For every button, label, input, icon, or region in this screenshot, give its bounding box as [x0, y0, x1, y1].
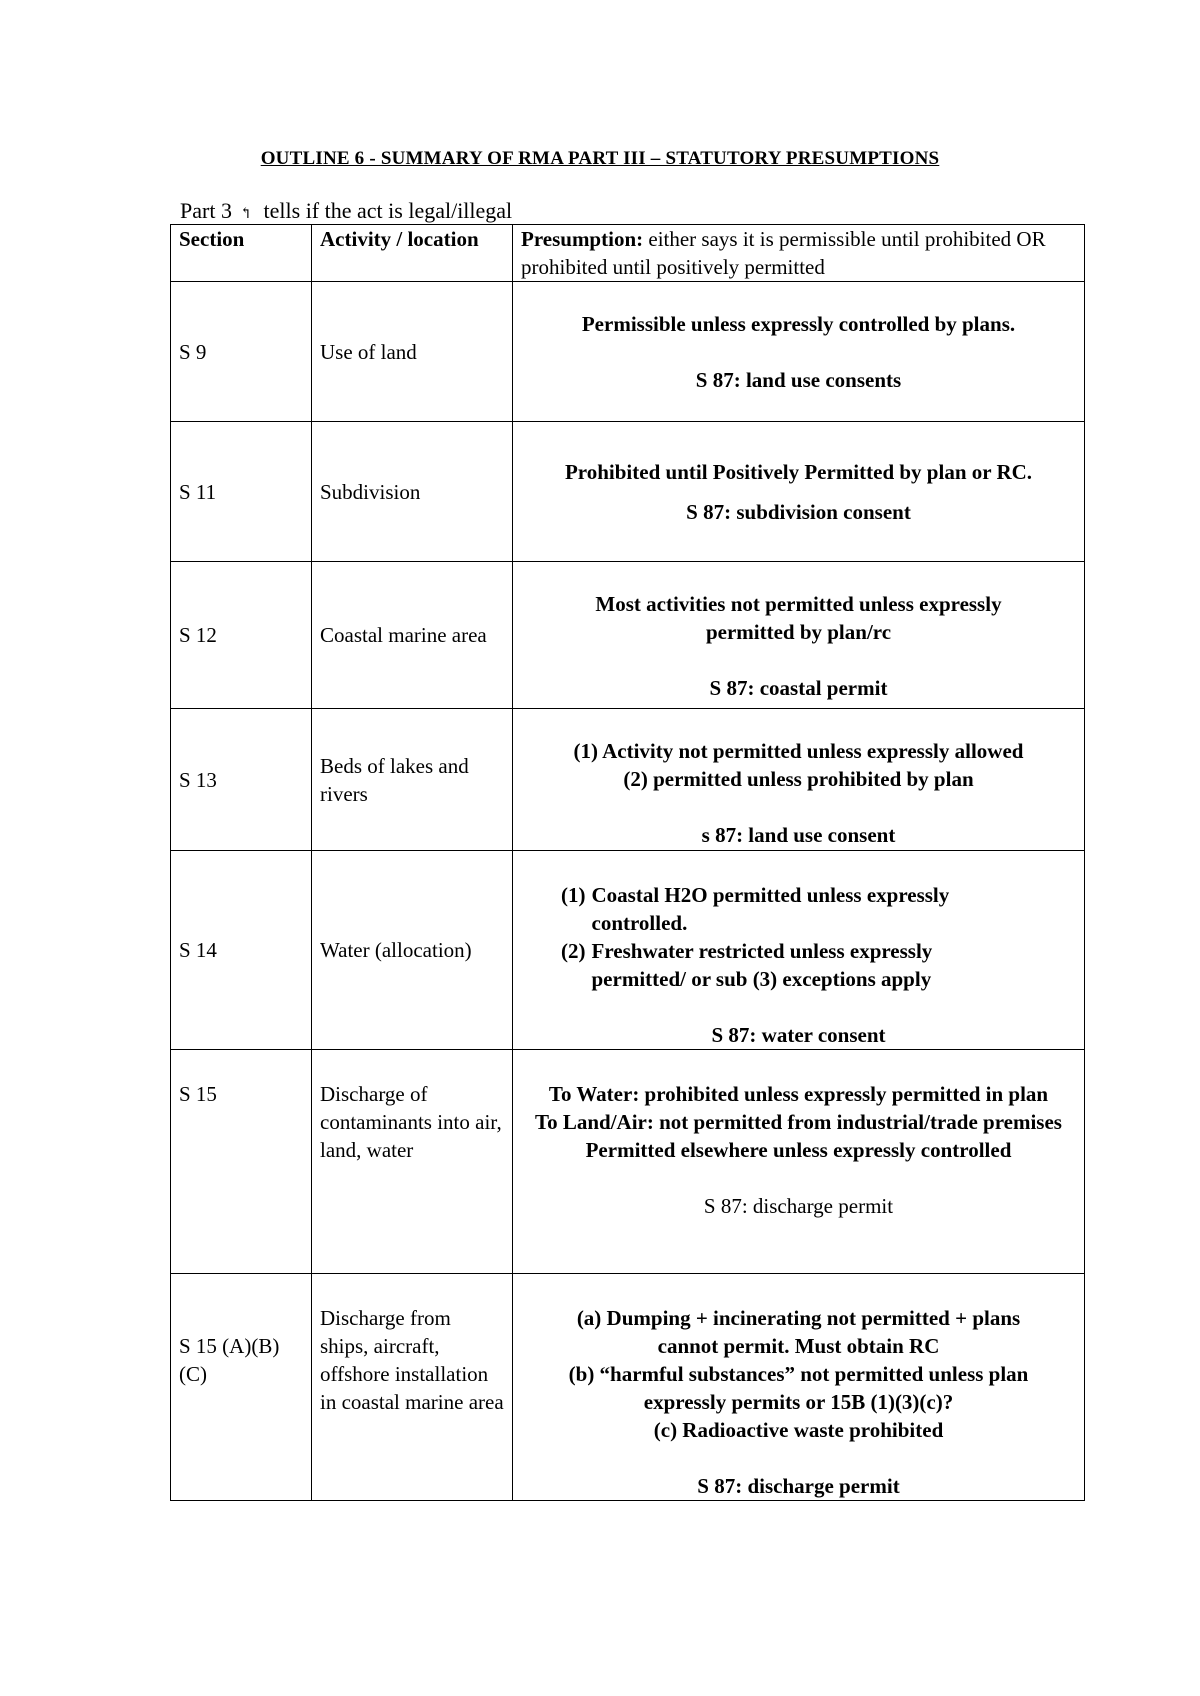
consent-line: S 87: water consent	[711, 1023, 886, 1047]
list-item-text: Freshwater restricted unless expressly permitted/ or sub (3) exceptions apply	[591, 939, 933, 991]
activity-cell: Subdivision	[312, 422, 513, 562]
list-item	[561, 881, 1016, 937]
intro-line	[180, 198, 512, 224]
table-row	[171, 562, 1085, 709]
presumption-cell	[513, 562, 1085, 709]
consent-line: S 87: land use consents	[695, 367, 902, 392]
intro-prefix: Part 3	[180, 198, 232, 223]
presumption-line: (1) Activity not permitted unless expressly allowed	[573, 739, 1024, 763]
activity-cell: Use of land	[312, 282, 513, 422]
arrow-icon: ↰	[239, 206, 253, 222]
header-section: Section	[171, 225, 312, 282]
table-header-row	[171, 225, 1085, 282]
header-presumption-label: Presumption:	[521, 227, 644, 251]
table-row	[171, 851, 1085, 1050]
presumptions-table	[170, 224, 1085, 1501]
page-title: OUTLINE 6 - SUMMARY OF RMA PART III – STATUTORY PRESUMPTIONS	[260, 148, 940, 169]
presumption-cell	[513, 282, 1085, 422]
activity-cell: Discharge from ships, aircraft, offshore installation in coastal marine area	[312, 1274, 513, 1501]
header-presumption	[513, 225, 1085, 282]
list-item	[561, 937, 1016, 993]
section-cell: S 13	[171, 709, 312, 851]
consent-line: S 87: discharge permit	[703, 1194, 894, 1218]
presumption-line: To Water: prohibited unless expressly permitted in plan	[548, 1082, 1049, 1106]
table-row	[171, 709, 1085, 851]
section-cell: S 11	[171, 422, 312, 562]
presumption-line: Permitted elsewhere unless expressly controlled	[585, 1138, 1012, 1162]
consent-line: S 87: coastal permit	[709, 676, 888, 700]
presumption-line: To Land/Air: not permitted from industrial/trade premises	[535, 1110, 1062, 1134]
presumption-line: Permissible unless expressly controlled by plans.	[581, 311, 1016, 336]
section-cell: S 15 (A)(B)(C)	[171, 1274, 312, 1501]
section-cell: S 14	[171, 851, 312, 1050]
header-activity: Activity / location	[312, 225, 513, 282]
activity-cell: Beds of lakes and rivers	[312, 709, 513, 851]
header-presumption-desc: either says it is permissible until prohibited OR prohibited until positively permitted	[521, 227, 1046, 279]
presumption-line: (2) permitted unless prohibited by plan	[623, 767, 974, 791]
presumption-cell	[513, 422, 1085, 562]
presumption-line: Prohibited until Positively Permitted by plan or RC.	[564, 459, 1033, 484]
list-item-text: Coastal H2O permitted unless expressly controlled.	[591, 883, 950, 935]
presumption-line: (a) Dumping + incinerating not permitted + plans cannot permit. Must obtain RC	[576, 1306, 1021, 1358]
section-cell: S 12	[171, 562, 312, 709]
list-item-num: (2)	[561, 939, 586, 963]
activity-cell: Discharge of contaminants into air, land, water	[312, 1050, 513, 1274]
table-row	[171, 422, 1085, 562]
list-item-num: (1)	[561, 883, 586, 907]
presumption-cell	[513, 709, 1085, 851]
section-cell: S 15	[171, 1050, 312, 1274]
presumption-list	[521, 881, 1076, 993]
table-row	[171, 282, 1085, 422]
table-row	[171, 1050, 1085, 1274]
presumption-cell	[513, 1274, 1085, 1501]
activity-cell: Coastal marine area	[312, 562, 513, 709]
consent-line: S 87: discharge permit	[697, 1474, 900, 1498]
intro-text: tells if the act is legal/illegal	[263, 198, 513, 223]
table-row	[171, 1274, 1085, 1501]
presumption-cell	[513, 851, 1085, 1050]
presumption-cell	[513, 1050, 1085, 1274]
presumption-line: (b) “harmful substances” not permitted unless plan expressly permits or 15B (1)(3)(c)?	[568, 1362, 1029, 1414]
activity-cell: Water (allocation)	[312, 851, 513, 1050]
presumption-line: Most activities not permitted unless expressly permitted by plan/rc	[595, 592, 1002, 644]
consent-line: s 87: land use consent	[701, 823, 896, 847]
presumption-line: (c) Radioactive waste prohibited	[653, 1418, 944, 1442]
consent-line: S 87: subdivision consent	[686, 499, 911, 524]
section-cell: S 9	[171, 282, 312, 422]
